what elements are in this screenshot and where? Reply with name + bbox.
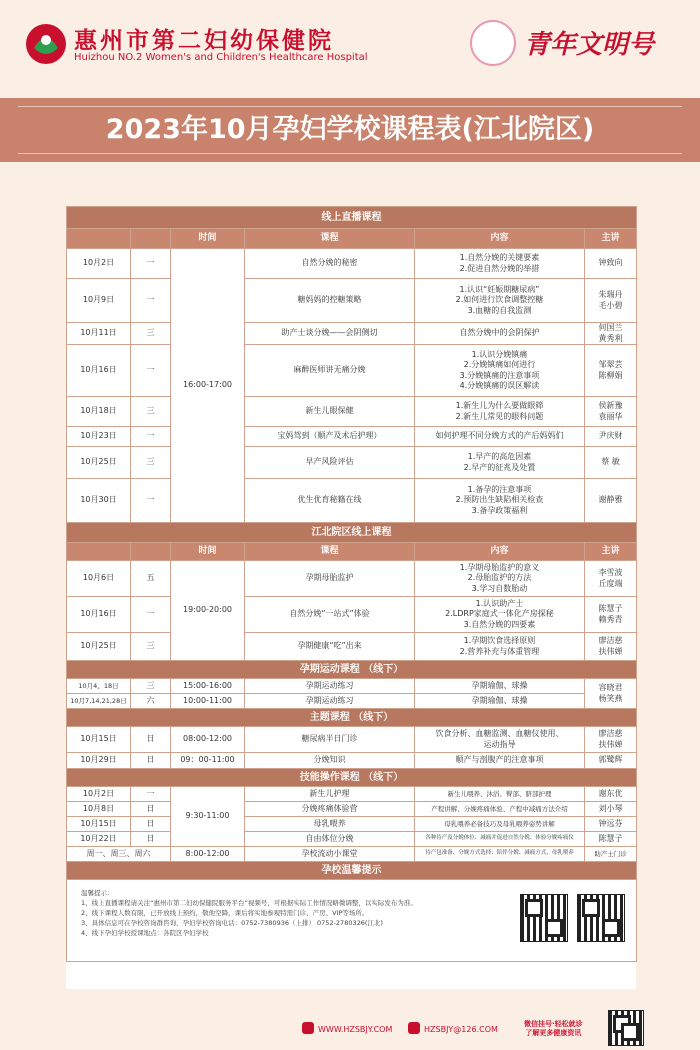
table-row: 10月8日 日 分娩疼痛体验营 产程讲解、分娩疼痛体验、产程中减痛方法介绍 刘小琴: [67, 802, 637, 817]
table-row: 10月22日 日 自由体位分娩 各种待产及分娩体位、减痛并促进自然分娩、体验分娩疼痛仪 陈慧子: [67, 832, 637, 847]
footer-email[interactable]: HZSBJY@126.COM: [424, 1025, 498, 1034]
table-row: 10月29日 日 09：00-11:00 分娩知识 顺产与剖腹产的注意事项 郭鹭辉: [67, 753, 637, 769]
section-header-exercise: 孕期运动课程 （线下）: [67, 661, 637, 679]
table-row: 10月2日 一 9:30-11:00 新生儿护理 新生儿喂养、沐浴、臀部、脐部护理 谢东优: [67, 787, 637, 802]
table-row: 10月25日 三 早产风险评估 1.早产的高危因素 2.早产的征兆及处置 蔡 敏: [67, 447, 637, 479]
section-header-online: 线上直播课程: [67, 207, 637, 229]
hospital-name-cn: 惠州市第二妇幼保健院: [74, 27, 334, 54]
schedule-table: [66, 206, 637, 962]
skills-time-cell: 9:30-11:00: [171, 787, 245, 847]
table-row: 周一、周三、周六 8:00-12:00 孕校流动小课堂 待产包准备、分娩方式选择；陪伴分娩、减痛方式、母乳喂养 助产士门诊: [67, 847, 637, 862]
table-row: 10月15日 日 08:00-12:00 糖尿病半日门诊 饮食分析、血糖监测、血糖仪使用、 运动指导 廖洁慈 扶伟婵: [67, 727, 637, 753]
footer-qr-code-icon[interactable]: [608, 1010, 644, 1046]
schedule-card: [66, 206, 636, 989]
table-row: 10月16日 一 自然分娩“一站式”体验 1.认识助产士 2.LDRP家庭式一体化产房探秘 3.自然分娩的四要素 陈慧子 赖秀青: [67, 597, 637, 633]
table-row: 10月23日 一 宝妈驾到（顺产及术后护理） 如何护理不同分娩方式的产后妈妈们 尹庆财: [67, 427, 637, 447]
title-band: [0, 98, 700, 162]
footer-tip: 微信挂号·轻松就诊 了解更多健康资讯: [524, 1020, 583, 1038]
online-time-cell: 16:00-17:00: [171, 249, 245, 523]
table-row: 10月11日 三 助产士谈分娩——会阴侧切 自然分娩中的会阴保护 何国兰 黄秀利: [67, 323, 637, 345]
section-header-skills: 技能操作课程 （线下）: [67, 769, 637, 787]
column-header-row: 时间 课程 内容 主讲: [67, 543, 637, 561]
jiangbei-time-cell: 19:00-20:00: [171, 561, 245, 661]
table-row: 10月15日 日 母乳喂养 母乳喂养必备技巧及母乳喂养姿势讲解 钟远芬: [67, 817, 637, 832]
column-header-row: 时间 课程 内容 主讲: [67, 229, 637, 249]
page-title: 2023年10月孕妇学校课程表(江北院区): [105, 114, 595, 145]
table-row: 10月16日 一 麻醉医师讲无痛分娩 1.认识分娩镇痛 2.分娩镇痛如何进行 3.分娩镇痛的注意事项 4.分娩镇痛的误区解读 邹翠芸 陈柳娟: [67, 345, 637, 397]
youth-badge-logo-icon: [470, 20, 516, 66]
hospital-name-en: Huizhou NO.2 Women's and Children's Healthcare Hospital: [74, 52, 368, 63]
qr-code-icon: [520, 894, 568, 942]
youth-brand-title: 青年文明号: [524, 30, 655, 60]
table-row: 10月30日 一 优生优育秘籍在线 1.备孕的注意事项 2.预防出生缺陷相关检查 3.备孕政策福利 谢静雅: [67, 479, 637, 523]
table-row: 10月4、18日 三 15:00-16:00 孕期运动练习 孕期瑜伽、球操 容晓君 杨笑燕: [67, 679, 637, 694]
hospital-logo-icon: [24, 22, 68, 66]
section-header-jiangbei: 江北院区线上课程: [67, 523, 637, 543]
email-icon: [408, 1022, 420, 1034]
qr-code-icon: [577, 894, 625, 942]
table-row: 10月7,14,21,28日 六 10:00-11:00 孕期运动练习 孕期瑜伽、球操: [67, 694, 637, 709]
table-row: 10月6日 五 19:00-20:00 孕期母胎监护 1.孕期母胎监护的意义 2.母胎监护的方法 3.学习自数胎动 李雪波 丘度端: [67, 561, 637, 597]
web-icon: [302, 1022, 314, 1034]
table-row: 10月2日 一 16:00-17:00 自然分娩的秘密 1.自然分娩的关键要素 2.促进自然分娩的举措 钟致向: [67, 249, 637, 279]
footer-website[interactable]: WWW.HZSBJY.COM: [318, 1025, 393, 1034]
section-header-tips: 孕校温馨提示: [67, 862, 637, 880]
table-row: 10月9日 一 糖妈妈的控糖策略 1.认识“妊娠期糖尿病” 2.如何进行饮食调整控糖 3.血糖的自我监测 朱瑞丹 毛小碧: [67, 279, 637, 323]
section-header-theme: 主题课程 （线下）: [67, 709, 637, 727]
tips-text: 温馨提示： 1、线上直播课程请关注“惠州市第二妇幼保健院服务平台”视频号，可根据实际工作情况略微调整，以实际发布为准。 2、线下课程人数有限，已开放线上预约，敬他空降，课后将实地参观特需门诊、产房、VIP等场所。 3、具体信息可在孕校咨询群咨询，孕妇学校咨询电话：0752-7380936（上排） 0752-2780326(江北) 4、线下孕妇学校授课地点：各院区孕妇学校: [81, 889, 417, 938]
table-row: 10月18日 三 新生儿眼保健 1.新生儿为什么要做眼筛 2.新生儿常见的眼科问题 侯新豫 袁丽华: [67, 397, 637, 427]
table-row: 10月25日 三 孕期健康“吃”出来 1.孕期饮食选择原则 2.营养补充与体重管理 廖洁慈 扶伟婵: [67, 633, 637, 661]
tips-row: [67, 880, 637, 962]
page-header: [0, 0, 700, 88]
